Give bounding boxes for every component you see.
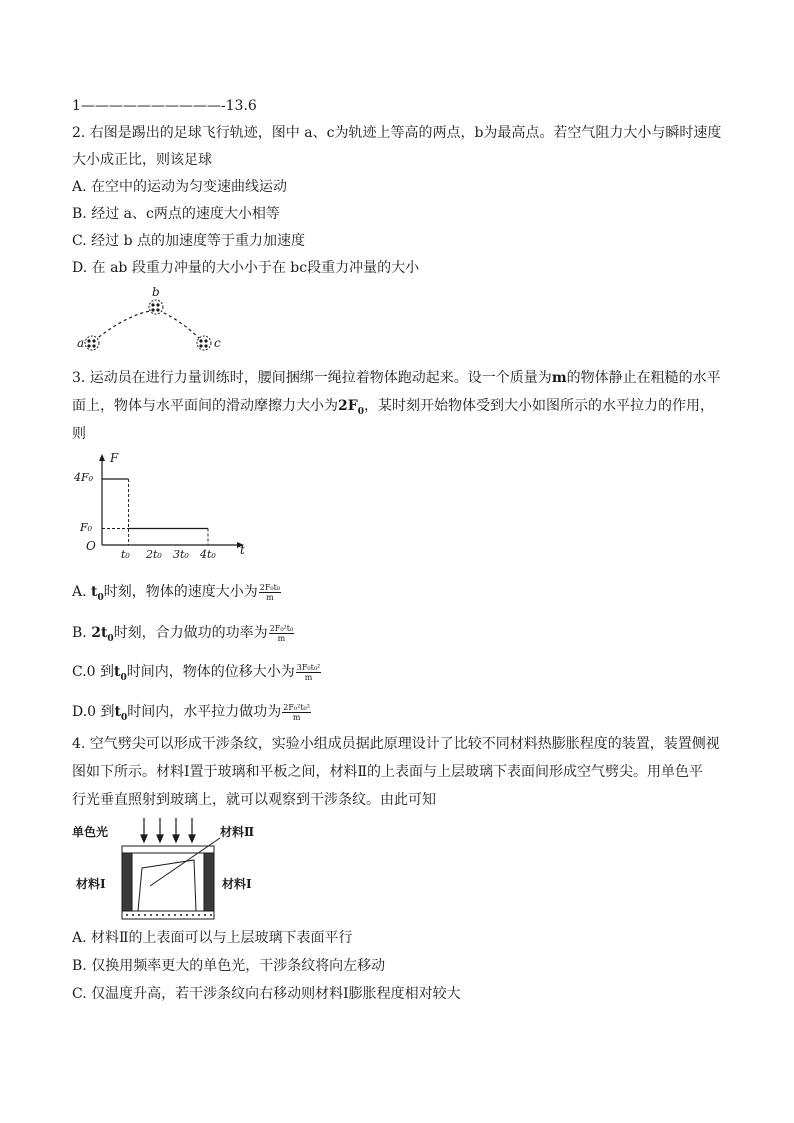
label-a: a: [77, 336, 85, 350]
label-material-1-left: 材料Ⅰ: [76, 877, 106, 891]
q2-stem-line1: 2. 右图是踢出的足球飞行轨迹，图中 a、c为轨迹上等高的两点，b为最高点。若空气阻力大小与瞬时速度: [72, 125, 722, 141]
q2-option-a[interactable]: A. 在空中的运动为匀变速曲线运动: [72, 179, 288, 195]
x-axis-label: t: [240, 543, 245, 557]
fraction: $\frac{\text{2F₀t₀}}{m}$: [259, 582, 281, 602]
x-tick-3t0: 3t₀: [173, 548, 189, 561]
q2-option-d[interactable]: D. 在 ab 段重力冲量的大小小于在 bc段重力冲量的大小: [72, 260, 420, 276]
trajectory-curve: [94, 311, 202, 341]
material-1-left-block: [122, 853, 132, 911]
q3-stem-line3: 则: [72, 426, 86, 442]
q2-option-c[interactable]: C. 经过 b 点的加速度等于重力加速度: [72, 233, 305, 249]
x-tick-2t0: 2t₀: [146, 548, 162, 561]
header-line: 1——————————-13.6: [72, 98, 257, 114]
q2-option-b[interactable]: B. 经过 a、c两点的速度大小相等: [72, 206, 280, 222]
q3-option-c[interactable]: C.0 到$t_0$时间内，物体的位移大小为 $\frac{\text{3F₀t₀²}}{m}$: [72, 662, 321, 683]
origin-label: O: [86, 539, 96, 553]
q4-air-wedge-figure: [72, 816, 282, 922]
q4-option-c[interactable]: C. 仅温度升高，若干涉条纹向右移动则材料Ⅰ膨胀程度相对较大: [72, 986, 461, 1002]
fraction: $\frac{\text{2F₀²t₀}}{m}$: [269, 623, 294, 643]
y-axis-arrow-icon: [99, 454, 105, 461]
q3-option-d[interactable]: D.0 到$t_0$时间内，水平拉力做功为 $\frac{\text{2F₀²t₀²}}{m}$: [72, 702, 310, 723]
y-tick-f0: F₀: [80, 521, 93, 534]
q3-option-a[interactable]: A. $t_0$时刻，物体的速度大小为 $\frac{\text{2F₀t₀}}{m}$: [72, 582, 281, 603]
ball-a-icon: [85, 336, 99, 350]
q4-stem-line2: 图如下所示。材料Ⅰ置于玻璃和平板之间，材料Ⅱ的上表面与上层玻璃下表面间形成空气劈尖。用单色平: [72, 764, 704, 780]
q3-stem-line2: 面上，物体与水平面间的滑动摩擦力大小为$2F_0$，某时刻开始物体受到大小如图所示的水平拉力的作用，: [72, 398, 714, 417]
material-2-block: [138, 860, 196, 911]
plate-hatch: [126, 914, 212, 916]
q4-stem-line1: 4. 空气劈尖可以形成干涉条纹，实验小组成员据此原理设计了比较不同材料热膨胀程度的装置，装置侧视: [72, 736, 720, 752]
y-tick-4f0: 4F₀: [74, 471, 94, 484]
q4-stem-line3: 行光垂直照射到玻璃上，就可以观察到干涉条纹。由此可知: [72, 792, 436, 808]
x-tick-4t0: 4t₀: [200, 548, 216, 561]
label-c: c: [214, 336, 221, 350]
q2-stem-line2: 大小成正比，则该足球: [72, 152, 212, 168]
ball-c-icon: [197, 336, 211, 350]
x-tick-t0: t₀: [121, 548, 130, 561]
light-arrows-icon: [141, 818, 195, 842]
q4-option-a[interactable]: A. 材料Ⅱ的上表面可以与上层玻璃下表面平行: [72, 930, 353, 946]
ball-b-icon: [149, 300, 163, 314]
label-light: 单色光: [72, 825, 109, 839]
label-b: b: [152, 285, 160, 299]
label-material-1-right: 材料Ⅰ: [222, 877, 252, 891]
fraction: $\frac{\text{3F₀t₀²}}{m}$: [296, 662, 321, 682]
q3-stem-line1: 3. 运动员在进行力量训练时，腰间捆绑一绳拉着物体跑动起来。设一个质量为m的物体静止在粗糙的水平: [72, 370, 721, 386]
material-1-right-block: [204, 853, 214, 911]
label-material-2: 材料Ⅱ: [220, 825, 255, 839]
q3-force-time-chart: [72, 450, 262, 560]
q3-option-b[interactable]: B. $2t_0$时刻，合力做功的功率为 $\frac{\text{2F₀²t₀}}{m}$: [72, 623, 294, 644]
q2-trajectory-figure: [72, 285, 232, 360]
q4-option-b[interactable]: B. 仅换用频率更大的单色光，干涉条纹将向左移动: [72, 958, 386, 974]
fraction: $\frac{\text{2F₀²t₀²}}{m}$: [283, 702, 310, 722]
y-axis-label: F: [110, 451, 119, 465]
